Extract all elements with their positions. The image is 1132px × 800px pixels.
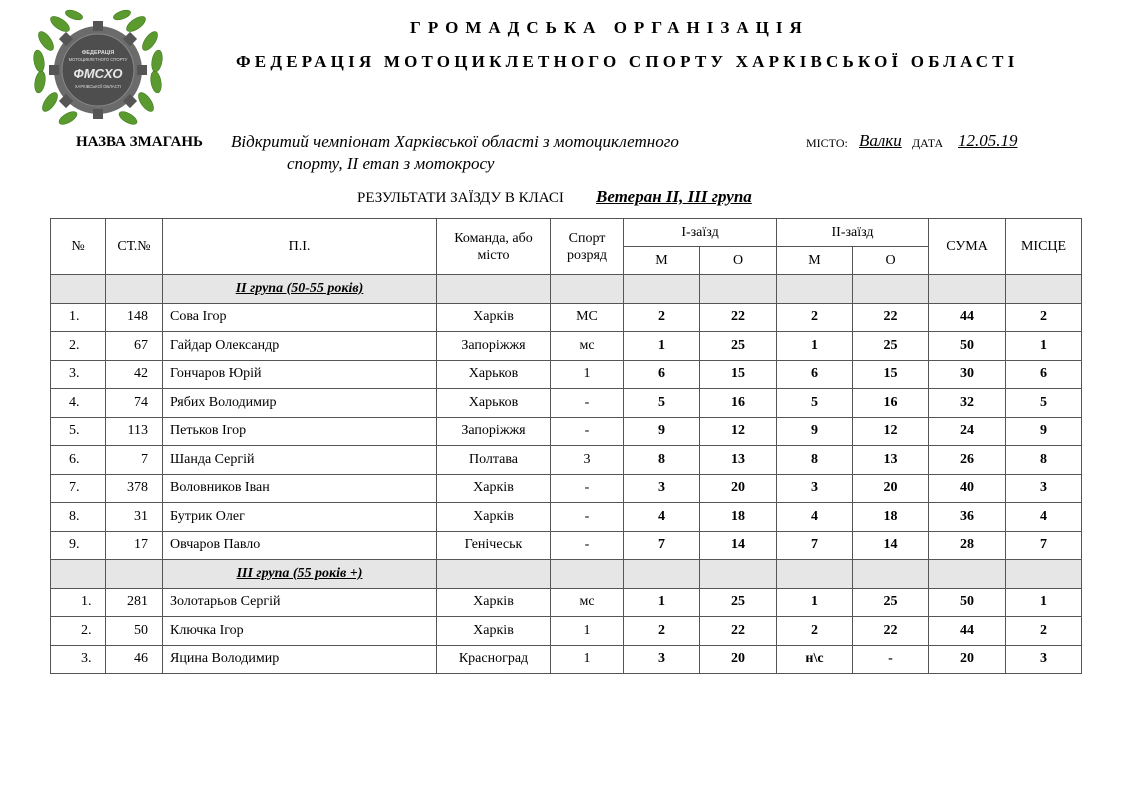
group-row (51, 560, 1082, 589)
header-m1: М (624, 247, 700, 275)
cell-o2: 18 (853, 503, 929, 532)
cell-place: 1 (1006, 588, 1082, 617)
cell-o2: - (853, 645, 929, 674)
cell-m1: 8 (624, 446, 700, 475)
competition-label: НАЗВА ЗМАГАНЬ (76, 134, 203, 150)
cell-rank: - (551, 474, 624, 503)
cell-team: Харьков (437, 360, 551, 389)
cell-name: Шанда Сергій (163, 446, 437, 475)
cell-place: 5 (1006, 389, 1082, 418)
federation-title: ФЕДЕРАЦІЯ МОТОЦИКЛЕТНОГО СПОРТУ ХАРКІВСЬКОЇ ОБЛАСТІ (236, 52, 1019, 71)
cell-team: Красноград (437, 645, 551, 674)
cell-m2: 6 (777, 360, 853, 389)
logo-line1: ФЕДЕРАЦІЯ (81, 50, 115, 56)
cell-num: 8. (51, 503, 106, 532)
cell-m2: 5 (777, 389, 853, 418)
cell-m2: 1 (777, 332, 853, 361)
cell-place: 8 (1006, 446, 1082, 475)
cell-st: 67 (106, 332, 163, 361)
cell-m2: 1 (777, 588, 853, 617)
cell-rank: - (551, 389, 624, 418)
cell-m1: 5 (624, 389, 700, 418)
cell-m2: 8 (777, 446, 853, 475)
header-num: № (51, 219, 106, 275)
cell-m1: 2 (624, 303, 700, 332)
cell-m2: 2 (777, 617, 853, 646)
cell-m2: 9 (777, 417, 853, 446)
cell-place: 2 (1006, 617, 1082, 646)
header-name: П.І. (163, 219, 437, 275)
cell-name: Гончаров Юрій (163, 360, 437, 389)
cell-sum: 20 (929, 645, 1006, 674)
cell-o2: 13 (853, 446, 929, 475)
cell-num: 3. (51, 645, 106, 674)
header-st: СТ.№ (106, 219, 163, 275)
cell-sum: 28 (929, 531, 1006, 560)
cell-o2: 25 (853, 332, 929, 361)
table-row (51, 332, 1082, 361)
cell-o2: 22 (853, 303, 929, 332)
cell-name: Воловников Іван (163, 474, 437, 503)
cell-rank: МС (551, 303, 624, 332)
table-row (51, 389, 1082, 418)
cell-sum: 30 (929, 360, 1006, 389)
cell-m1: 7 (624, 531, 700, 560)
header-o1: О (700, 247, 777, 275)
cell-st: 378 (106, 474, 163, 503)
cell-place: 9 (1006, 417, 1082, 446)
cell-name: Петьков Ігор (163, 417, 437, 446)
table-row (51, 617, 1082, 646)
cell-o1: 15 (700, 360, 777, 389)
cell-place: 1 (1006, 332, 1082, 361)
cell-m1: 4 (624, 503, 700, 532)
table-row (51, 645, 1082, 674)
competition-name-line1: Відкритий чемпіонат Харківської області з мотоциклетного (231, 132, 679, 151)
cell-m1: 1 (624, 588, 700, 617)
cell-rank: - (551, 531, 624, 560)
cell-o1: 22 (700, 617, 777, 646)
cell-m1: 3 (624, 645, 700, 674)
cell-name: Яцина Володимир (163, 645, 437, 674)
results-label: РЕЗУЛЬТАТИ ЗАЇЗДУ В КЛАСІ (357, 190, 564, 206)
cell-rank: 1 (551, 617, 624, 646)
cell-st: 148 (106, 303, 163, 332)
cell-team: Харків (437, 503, 551, 532)
results-class: Ветеран ІІ, ІІІ група (596, 187, 752, 206)
cell-num: 1. (51, 303, 106, 332)
date-label: ДАТА (912, 136, 944, 150)
cell-sum: 36 (929, 503, 1006, 532)
cell-m1: 6 (624, 360, 700, 389)
group-title: ІІІ група (55 років +) (163, 560, 437, 589)
cell-place: 6 (1006, 360, 1082, 389)
cell-m2: 7 (777, 531, 853, 560)
cell-st: 17 (106, 531, 163, 560)
cell-o1: 13 (700, 446, 777, 475)
cell-num: 9. (51, 531, 106, 560)
header-rank: Спорт розряд (551, 219, 624, 275)
cell-num: 4. (51, 389, 106, 418)
cell-name: Гайдар Олександр (163, 332, 437, 361)
cell-team: Харків (437, 588, 551, 617)
header-team: Команда, або місто (437, 219, 551, 275)
competition-name (231, 131, 679, 175)
cell-st: 50 (106, 617, 163, 646)
cell-place: 7 (1006, 531, 1082, 560)
cell-sum: 50 (929, 332, 1006, 361)
cell-name: Золотарьов Сергій (163, 588, 437, 617)
cell-st: 46 (106, 645, 163, 674)
cell-o1: 14 (700, 531, 777, 560)
header-race2: ІІ-заїзд (777, 219, 929, 247)
group-row (51, 275, 1082, 304)
cell-o1: 20 (700, 474, 777, 503)
group-title: ІІ група (50-55 років) (163, 275, 437, 304)
cell-name: Сова Ігор (163, 303, 437, 332)
header-sum: СУМА (929, 219, 1006, 275)
cell-st: 31 (106, 503, 163, 532)
logo-abbr: ФМСХО (73, 66, 123, 81)
cell-sum: 32 (929, 389, 1006, 418)
cell-o1: 25 (700, 588, 777, 617)
cell-m1: 2 (624, 617, 700, 646)
cell-place: 3 (1006, 474, 1082, 503)
city-value: Валки (859, 131, 902, 150)
competition-name-line2: спорту, ІІ етап з мотокросу (287, 154, 495, 173)
cell-st: 7 (106, 446, 163, 475)
cell-o1: 12 (700, 417, 777, 446)
federation-logo (28, 6, 168, 134)
header-m2: М (777, 247, 853, 275)
cell-rank: 1 (551, 645, 624, 674)
table-row (51, 474, 1082, 503)
cell-num: 7. (51, 474, 106, 503)
cell-num: 6. (51, 446, 106, 475)
city-label: МІСТО: (806, 136, 848, 150)
table-row (51, 446, 1082, 475)
results-table (50, 218, 1082, 674)
cell-m2: 3 (777, 474, 853, 503)
cell-rank: 3 (551, 446, 624, 475)
cell-rank: - (551, 503, 624, 532)
cell-rank: - (551, 417, 624, 446)
cell-place: 2 (1006, 303, 1082, 332)
cell-o2: 22 (853, 617, 929, 646)
cell-sum: 40 (929, 474, 1006, 503)
cell-st: 113 (106, 417, 163, 446)
cell-o2: 12 (853, 417, 929, 446)
cell-o1: 16 (700, 389, 777, 418)
cell-o1: 20 (700, 645, 777, 674)
cell-st: 281 (106, 588, 163, 617)
cell-m1: 1 (624, 332, 700, 361)
cell-m1: 9 (624, 417, 700, 446)
cell-rank: мс (551, 588, 624, 617)
cell-team: Полтава (437, 446, 551, 475)
logo-line2: МОТОЦИКЛЕТНОГО СПОРТУ (68, 57, 128, 62)
cell-m1: 3 (624, 474, 700, 503)
cell-o2: 25 (853, 588, 929, 617)
cell-o2: 20 (853, 474, 929, 503)
header-place: МІСЦЕ (1006, 219, 1082, 275)
table-row (51, 531, 1082, 560)
cell-num: 2. (51, 332, 106, 361)
cell-num: 3. (51, 360, 106, 389)
cell-o1: 18 (700, 503, 777, 532)
table-row (51, 503, 1082, 532)
cell-name: Рябих Володимир (163, 389, 437, 418)
cell-name: Бутрик Олег (163, 503, 437, 532)
header-race1: І-заїзд (624, 219, 777, 247)
table-row (51, 303, 1082, 332)
cell-sum: 24 (929, 417, 1006, 446)
cell-st: 74 (106, 389, 163, 418)
cell-rank: 1 (551, 360, 624, 389)
cell-name: Ключка Ігор (163, 617, 437, 646)
cell-name: Овчаров Павло (163, 531, 437, 560)
table-row (51, 360, 1082, 389)
cell-o2: 15 (853, 360, 929, 389)
cell-team: Харьков (437, 389, 551, 418)
logo-line3: ХАРКІВСЬКОЇ ОБЛАСТІ (74, 84, 122, 89)
org-title: ГРОМАДСЬКА ОРГАНІЗАЦІЯ (410, 18, 809, 37)
cell-team: Запоріжжя (437, 332, 551, 361)
cell-team: Генічеськ (437, 531, 551, 560)
cell-place: 3 (1006, 645, 1082, 674)
cell-o2: 14 (853, 531, 929, 560)
cell-m2: н\с (777, 645, 853, 674)
cell-m2: 2 (777, 303, 853, 332)
cell-st: 42 (106, 360, 163, 389)
date-value: 12.05.19 (958, 131, 1018, 150)
cell-sum: 44 (929, 617, 1006, 646)
results-body (51, 275, 1082, 674)
cell-sum: 44 (929, 303, 1006, 332)
cell-team: Запоріжжя (437, 417, 551, 446)
cell-rank: мс (551, 332, 624, 361)
table-row (51, 588, 1082, 617)
cell-num: 5. (51, 417, 106, 446)
cell-o1: 25 (700, 332, 777, 361)
cell-team: Харків (437, 303, 551, 332)
cell-o2: 16 (853, 389, 929, 418)
cell-sum: 50 (929, 588, 1006, 617)
cell-num: 1. (51, 588, 106, 617)
cell-sum: 26 (929, 446, 1006, 475)
cell-place: 4 (1006, 503, 1082, 532)
cell-num: 2. (51, 617, 106, 646)
cell-team: Харків (437, 617, 551, 646)
cell-m2: 4 (777, 503, 853, 532)
header-o2: О (853, 247, 929, 275)
table-row (51, 417, 1082, 446)
cell-o1: 22 (700, 303, 777, 332)
cell-team: Харків (437, 474, 551, 503)
